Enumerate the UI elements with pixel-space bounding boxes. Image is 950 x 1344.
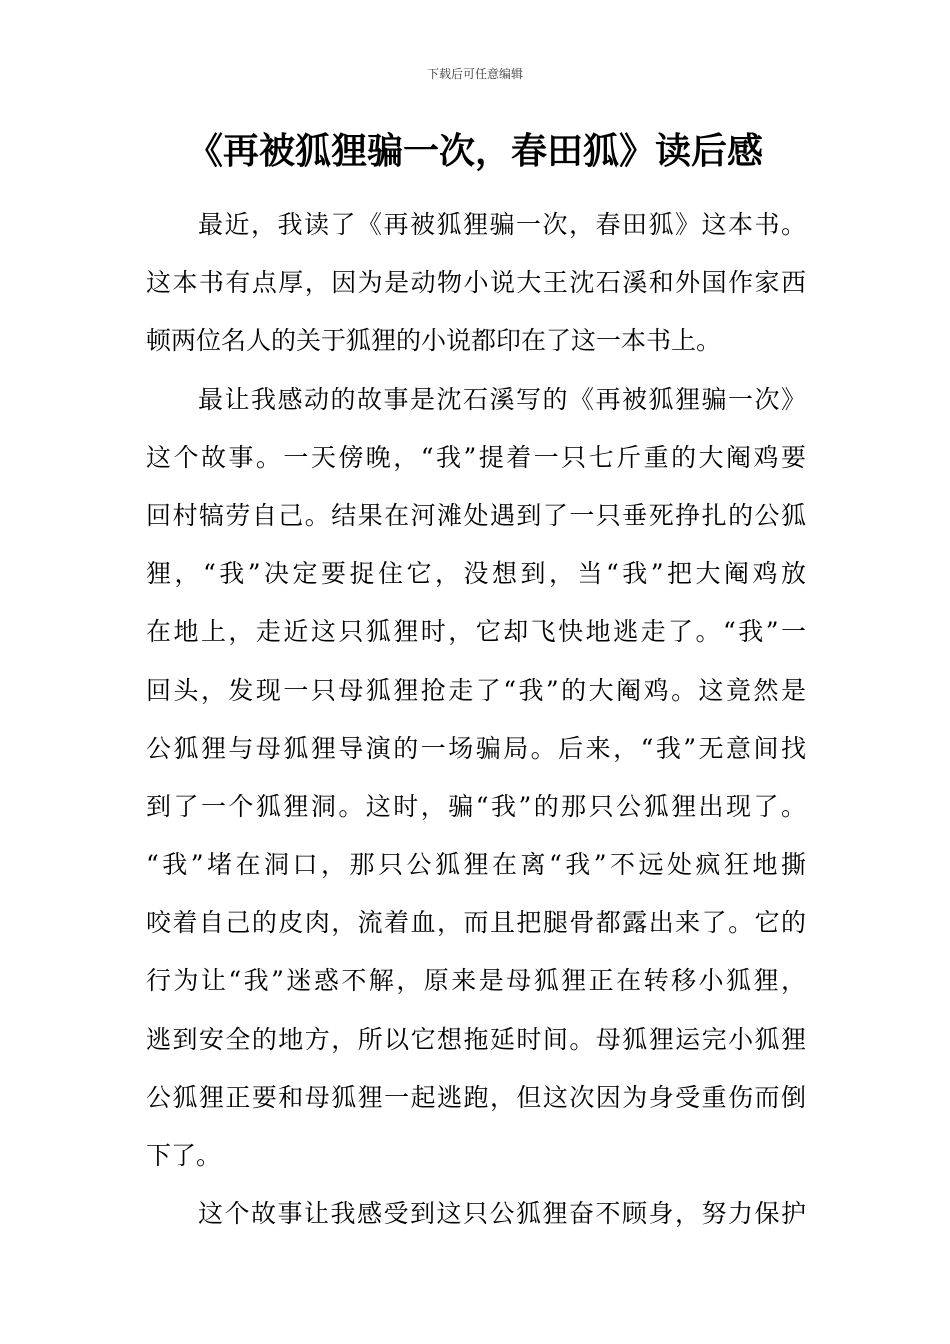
paragraph-line: 回头，发现一只母狐狸抢走了“我”的大阉鸡。这竟然是: [146, 675, 806, 705]
paragraph-line: 行为让“我”迷惑不解，原来是母狐狸正在转移小狐狸，: [146, 966, 806, 996]
paragraph-line: 最让我感动的故事是沈石溪写的《再被狐狸骗一次》: [198, 384, 806, 414]
document-body: [146, 203, 806, 1250]
paragraph-line: 回村犒劳自己。结果在河滩处遇到了一只垂死挣扎的公狐: [146, 500, 806, 530]
paragraph-line: 逃到安全的地方，所以它想拖延时间。母狐狸运完小狐狸: [146, 1024, 806, 1054]
paragraph-line: 在地上，走近这只狐狸时，它却飞快地逃走了。“我”一: [146, 617, 806, 647]
paragraph-line: “我”堵在洞口，那只公狐狸在离“我”不远处疯狂地撕: [146, 850, 806, 880]
paragraph-line: 这本书有点厚，因为是动物小说大王沈石溪和外国作家西: [146, 268, 806, 298]
paragraph-line: 这个故事让我感受到这只公狐狸奋不顾身，努力保护: [198, 1199, 806, 1229]
document-title: 《再被狐狸骗一次，春田狐》读后感: [186, 131, 763, 172]
paragraph-line: 下了。: [146, 1141, 222, 1170]
paragraph-line: 公狐狸正要和母狐狸一起逃跑，但这次因为身受重伤而倒: [146, 1082, 806, 1112]
paragraph-line: 最近，我读了《再被狐狸骗一次，春田狐》这本书。: [198, 210, 806, 239]
paragraph-line: 狸，“我”决定要捉住它，没想到，当“我”把大阉鸡放: [146, 559, 806, 589]
paragraph-line: 公狐狸与母狐狸导演的一场骗局。后来，“我”无意间找: [146, 733, 806, 763]
header-note: 下载后可任意编辑: [426, 67, 523, 81]
paragraph-line: 顿两位名人的关于狐狸的小说都印在了这一本书上。: [146, 326, 722, 356]
paragraph-line: 到了一个狐狸洞。这时，骗“我”的那只公狐狸出现了。: [146, 791, 806, 821]
paragraph-line: 这个故事。一天傍晚，“我”提着一只七斤重的大阉鸡要: [146, 442, 806, 472]
paragraph-line: 咬着自己的皮肉，流着血，而且把腿骨都露出来了。它的: [146, 908, 806, 938]
